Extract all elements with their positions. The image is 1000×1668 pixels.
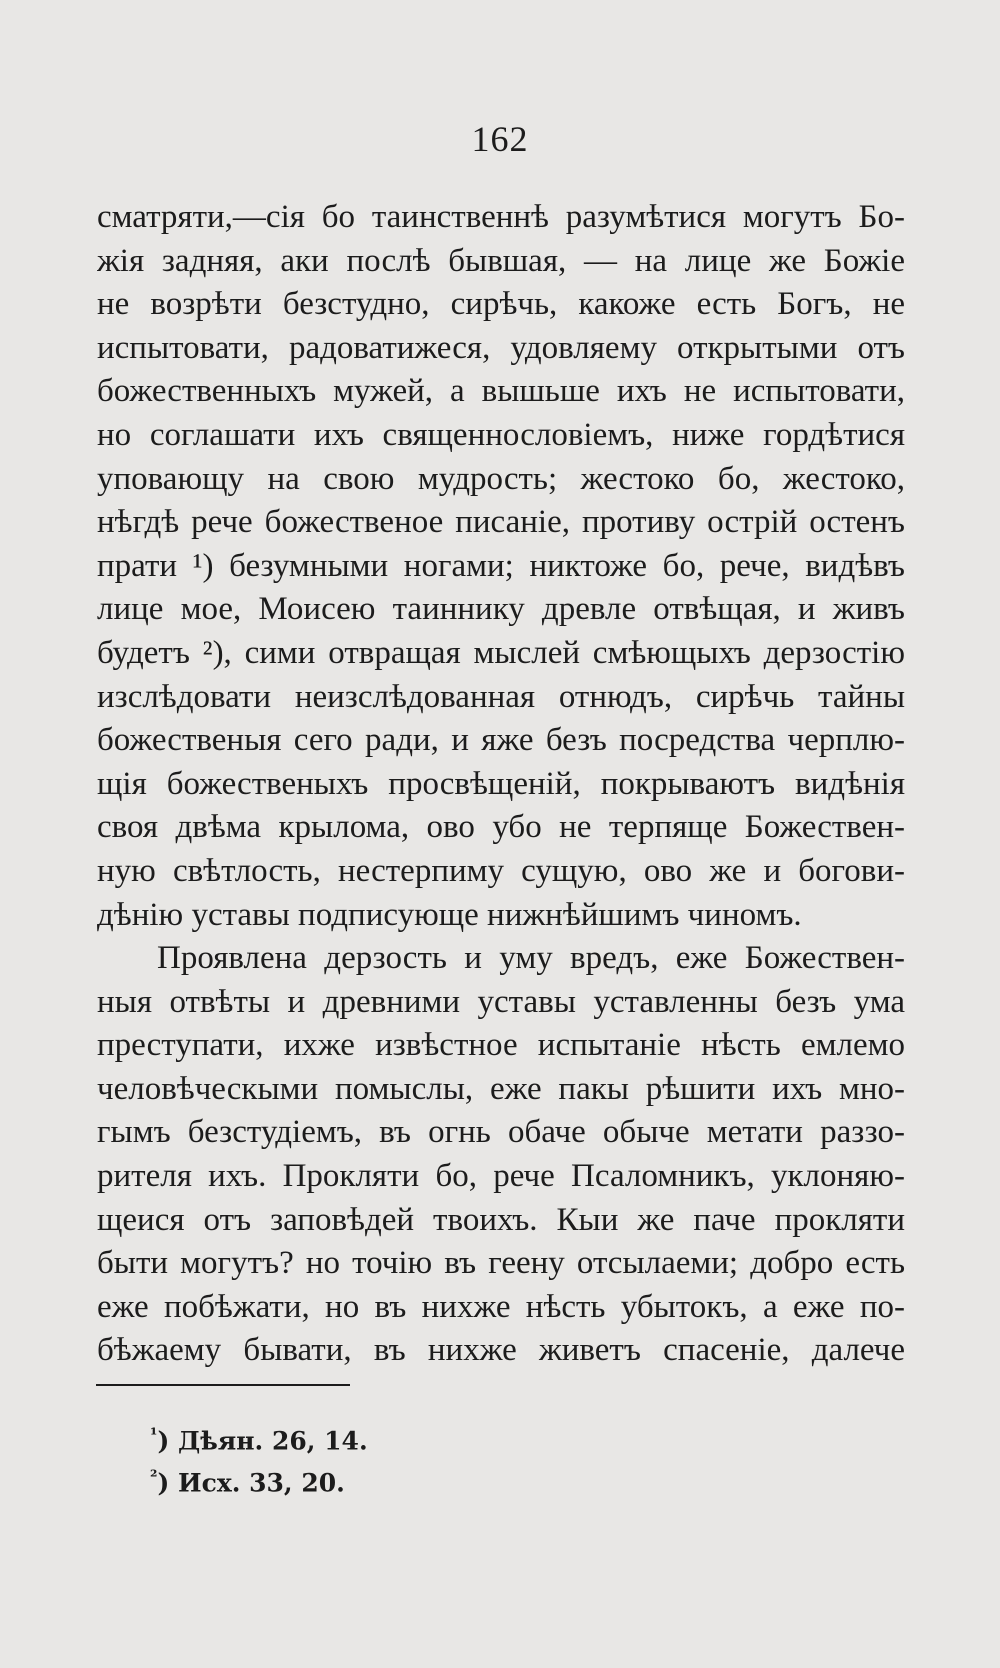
text-line: изслѣдовати неизслѣдованная отнюдъ, сирѣчь тайны	[97, 678, 905, 715]
body-text	[97, 196, 905, 1373]
text-line: бѣжаему бывати, въ нихже живетъ спасеніе, далече	[97, 1332, 905, 1369]
text-line: ныя отвѣты и древними уставы уставленны безъ ума	[97, 983, 905, 1020]
text-line: быти могутъ? но точію въ геену отсылаеми; добро есть	[97, 1245, 905, 1282]
text-line: ную свѣтлость, нестерпиму сущую, ово же и богови-	[97, 852, 905, 889]
text-line: дѣнію уставы подписующе нижнѣйшимъ чиномъ.	[97, 896, 802, 933]
text-line: божественыя сего ради, и яже безъ посредства черплю-	[97, 722, 905, 759]
text-line: нѣгдѣ рече божественое писаніе, противу острій остенъ	[97, 504, 905, 541]
text-line: божественныхъ мужей, а вышьше ихъ не испытовати,	[97, 373, 905, 410]
text-line: будетъ ²), сими отвращая мыслей смѣющыхъ дерзостію	[97, 634, 905, 671]
paragraph-start-line: Проявлена дерзость и уму вредъ, еже Божествен-	[157, 940, 905, 977]
footnote-text: ) Дѣян. 26, 14.	[157, 1426, 368, 1456]
text-line: преступати, ихже извѣстное испытаніе нѣсть емлемо	[97, 1027, 905, 1064]
text-line: гымъ безстудіемъ, въ огнь обаче обыче метати раззо-	[97, 1114, 905, 1151]
text-line: еже побѣжати, но въ нихже нѣсть убытокъ, а еже по-	[97, 1288, 905, 1325]
text-line: щеися отъ заповѣдей твоихъ. Кыи же паче прокляти	[97, 1201, 905, 1238]
text-line: щія божественыхъ просвѣщеній, покрываютъ видѣнія	[97, 765, 905, 802]
text-line: прати ¹) безумными ногами; никтоже бо, рече, видѣвъ	[97, 547, 905, 584]
text-line: уповающу на свою мудрость; жестоко бо, жестоко,	[97, 460, 905, 497]
footnotes	[150, 1414, 750, 1498]
footnote-item	[150, 1456, 750, 1498]
text-line: жія задняя, аки послѣ бывшая, — на лице же Божіе	[97, 242, 905, 279]
footnote-divider	[96, 1384, 350, 1386]
text-line: лице мое, Моисею таиннику древле отвѣщая, и живъ	[97, 591, 905, 628]
text-line: но соглашати ихъ священнословіемъ, ниже гордѣтися	[97, 416, 905, 453]
footnote-text: ) Исх. 33, 20.	[157, 1468, 345, 1498]
text-line: своя двѣма крылома, ово убо не терпяще Божествен-	[97, 809, 905, 846]
footnote-mark: ²	[150, 1467, 158, 1487]
text-line: рителя ихъ. Прокляти бо, рече Псаломникъ, уклоняю-	[97, 1158, 905, 1195]
text-line: сматряти,—сія бо таинственнѣ разумѣтися могутъ Бо-	[97, 199, 905, 235]
footnote-item	[150, 1414, 750, 1456]
text-line: человѣческыми помыслы, еже пакы рѣшити ихъ мно-	[97, 1070, 905, 1107]
page-number: 162	[471, 119, 529, 159]
text-line: испытовати, радоватижеся, удовляему открытыми отъ	[97, 329, 905, 366]
text-line: не возрѣти безстудно, сирѣчь, какоже есть Богъ, не	[97, 286, 905, 323]
footnote-mark: ¹	[150, 1425, 158, 1445]
